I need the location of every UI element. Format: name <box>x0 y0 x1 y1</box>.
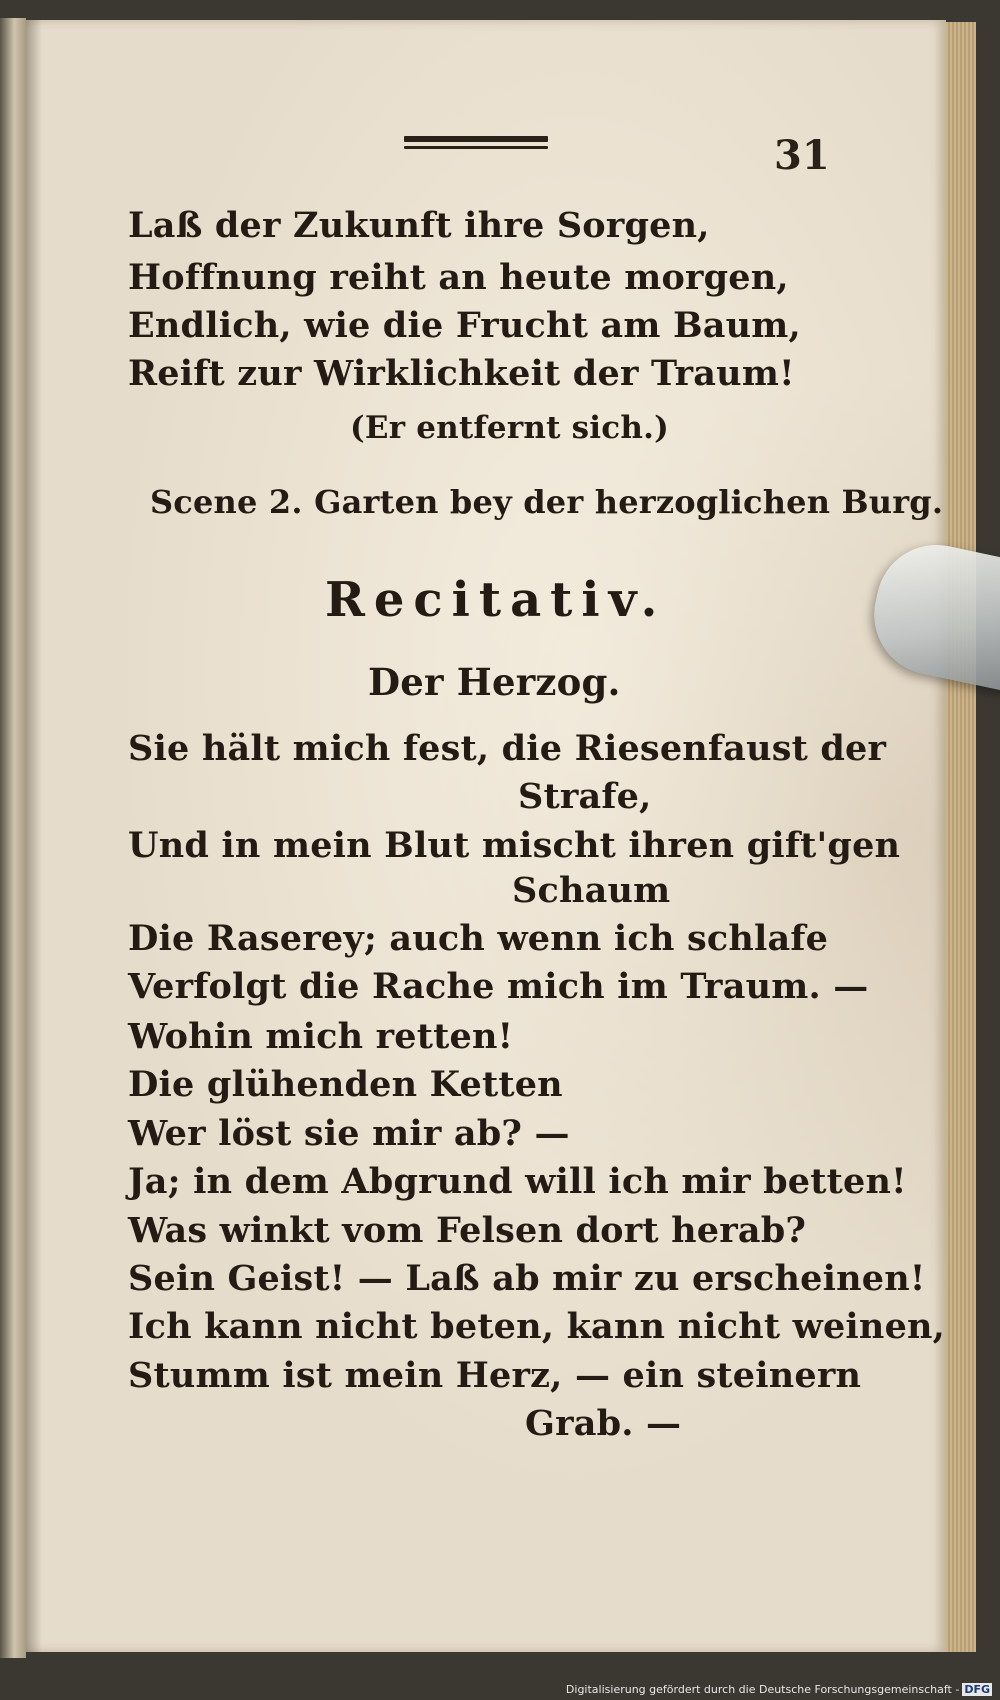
verse-line: Sein Geist! — Laß ab mir zu erscheinen! <box>128 1258 926 1299</box>
header-rule <box>404 136 548 153</box>
verse-line: Ich kann nicht beten, kann nicht weinen, <box>128 1306 946 1347</box>
verse-line: Die Raserey; auch wenn ich schlafe <box>128 918 829 959</box>
verse-line: Verfolgt die Rache mich im Traum. — <box>128 966 869 1007</box>
verse-line: Und in mein Blut mischt ihren gift'gen <box>128 825 901 866</box>
verse-line: Ja; in dem Abgrund will ich mir betten! <box>128 1161 907 1202</box>
page-fore-edge <box>946 22 976 1652</box>
stage-direction: (Er entfernt sich.) <box>350 410 669 446</box>
section-title: Recitativ. <box>325 572 667 628</box>
verse-line: Stumm ist mein Herz, — ein steinern <box>128 1355 862 1396</box>
verse-line: Sie hält mich fest, die Riesenfaust der <box>128 728 887 769</box>
verse-line: Wohin mich retten! <box>128 1016 514 1057</box>
footer-text: Digitalisierung gefördert durch die Deutsche Forschungsgemeinschaft - <box>565 1683 960 1696</box>
scene-heading: Scene 2. Garten bey der herzoglichen Burg. <box>150 483 944 521</box>
verse-line: Wer löst sie mir ab? — <box>128 1113 570 1154</box>
footer-credit <box>566 1683 992 1696</box>
dfg-logo: DFG <box>964 1683 990 1696</box>
verse-line: Schaum <box>512 870 671 911</box>
verse-line: Endlich, wie die Frucht am Baum, <box>128 305 801 346</box>
verse-line: Die glühenden Ketten <box>128 1064 563 1105</box>
spine-shadow <box>26 20 42 1652</box>
verse-line: Laß der Zukunft ihre Sorgen, <box>128 205 710 246</box>
verse-line: Strafe, <box>518 776 652 817</box>
speaker-name: Der Herzog. <box>368 660 621 704</box>
page-number: 31 <box>774 132 830 179</box>
verse-line: Grab. — <box>525 1403 682 1444</box>
left-page-edge <box>0 18 26 1658</box>
verse-line: Reift zur Wirklichkeit der Traum! <box>128 353 795 394</box>
verse-line: Hoffnung reiht an heute morgen, <box>128 257 789 298</box>
verse-line: Was winkt vom Felsen dort herab? <box>128 1210 807 1251</box>
